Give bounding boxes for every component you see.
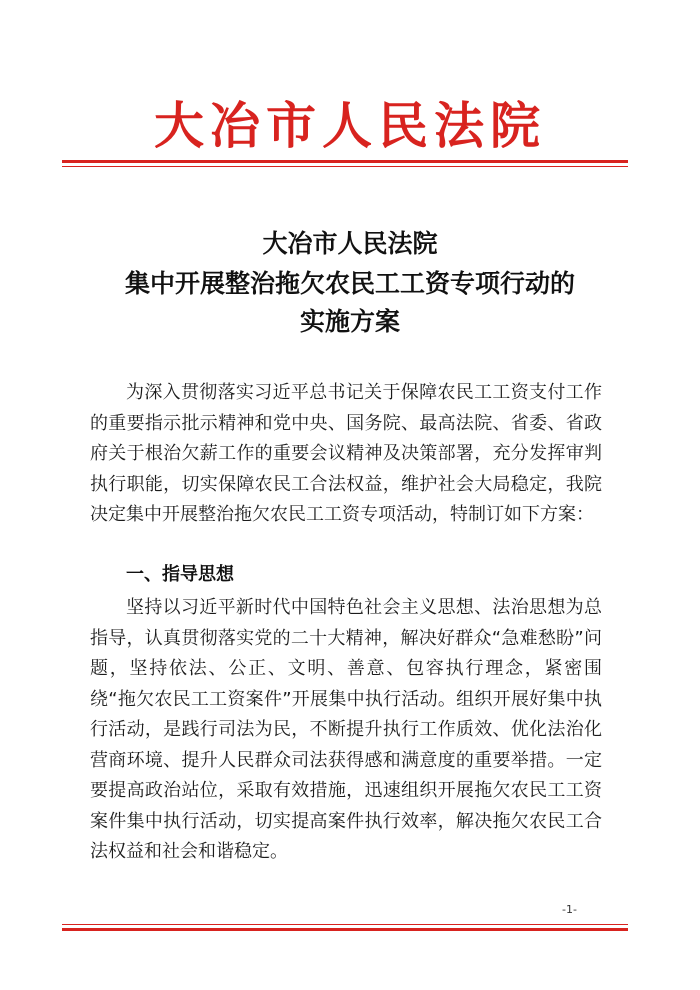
footer-rule-thin bbox=[62, 924, 628, 925]
letterhead-title: 大冶市人民法院 bbox=[154, 96, 546, 155]
document-title-line-3: 实施方案 bbox=[299, 307, 400, 336]
page-number: -1- bbox=[562, 903, 577, 916]
letterhead-rule-thick bbox=[62, 160, 628, 163]
document-title-line-1: 大冶市人民法院 bbox=[262, 229, 438, 258]
intro-paragraph: 为深入贯彻落实习近平总书记关于保障农民工工资支付工作的重要指示批示精神和党中央、国务院、最高法院、省委、省政府关于根治欠薪工作的重要会议精神及决策部署，充分发挥审判执行职能，切实保障农民工合法权益，维护社会大局稳定，我院决定集中开展整治拖欠农民工工资专项活动，特制订如下方案： bbox=[90, 382, 602, 525]
letterhead-rule-thin bbox=[62, 166, 628, 167]
document-title-line-2: 集中开展整治拖欠农民工工资专项行动的 bbox=[124, 269, 575, 298]
section-heading-guiding-ideology: 一、指导思想 bbox=[126, 564, 234, 585]
footer-rule-thick bbox=[62, 928, 628, 931]
section-paragraph-guiding-ideology: 坚持以习近平新时代中国特色社会主义思想、法治思想为总指导，认真贯彻落实党的二十大精神，解决好群众“急难愁盼”问题，坚持依法、公正、文明、善意、包容执行理念，紧密围绕“拖欠农民工工资案件”开展集中执行活动。组织开展好集中执行活动，是践行司法为民，不断提升执行工作质效、优化法治化营商环境、提升人民群众司法获得感和满意度的重要举措。一定要提高政治站位，采取有效措施，迅速组织开展拖欠农民工工资案件集中执行活动，切实提高案件执行效率，解决拖欠农民工合法权益和社会和谐稳定。 bbox=[90, 597, 602, 862]
